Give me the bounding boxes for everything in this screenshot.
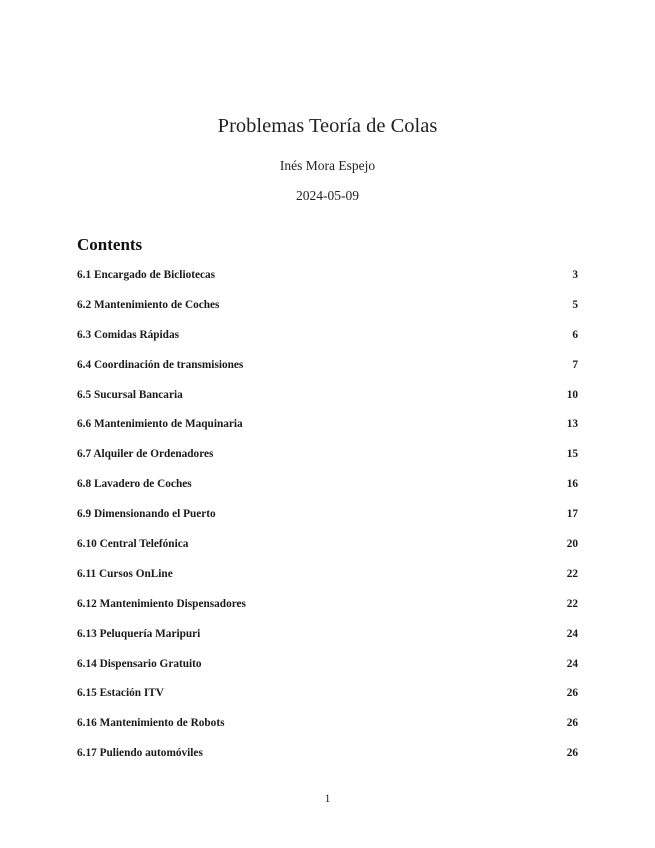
toc-entry[interactable] [77,658,578,688]
toc-entry-page: 17 [566,508,578,521]
toc-entry[interactable] [77,478,578,508]
toc-entry-page: 26 [566,747,578,760]
toc-entry[interactable] [77,269,578,299]
toc-entry[interactable] [77,299,578,329]
toc-entry-page: 26 [566,687,578,700]
toc-entry[interactable] [77,747,578,777]
toc-entry[interactable] [77,717,578,747]
toc-entry-label: 6.11 Cursos OnLine [77,567,173,580]
toc-entry-label: 6.2 Mantenimiento de Coches [77,298,220,311]
toc-entry[interactable] [77,598,578,628]
toc-entry-page: 3 [572,269,578,281]
table-of-contents [77,269,578,777]
document-author: Inés Mora Espejo [279,158,376,173]
toc-entry-page: 24 [566,657,578,670]
page-number: 1 [324,793,331,805]
toc-entry-label: 6.7 Alquiler de Ordenadores [77,448,214,461]
toc-entry-label: 6.14 Dispensario Gratuito [77,657,202,670]
document-title: Problemas Teoría de Colas [217,115,438,137]
toc-entry-label: 6.13 Peluquería Maripuri [77,627,201,640]
toc-entry-label: 6.5 Sucursal Bancaria [77,388,183,401]
toc-entry-label: 6.9 Dimensionando el Puerto [77,508,216,521]
toc-entry[interactable] [77,389,578,419]
toc-entry[interactable] [77,329,578,359]
toc-entry-page: 24 [566,627,578,640]
document-date: 2024-05-09 [296,188,359,203]
toc-entry-page: 22 [566,567,578,580]
toc-entry-label: 6.15 Estación ITV [77,687,164,700]
toc-entry[interactable] [77,418,578,448]
toc-entry-label: 6.4 Coordinación de transmisiones [77,358,244,371]
toc-entry-label: 6.12 Mantenimiento Dispensadores [77,597,246,610]
toc-entry-page: 5 [572,298,578,311]
toc-entry-page: 26 [566,717,578,730]
toc-entry[interactable] [77,687,578,717]
toc-entry[interactable] [77,538,578,568]
toc-entry-label: 6.10 Central Telefónica [77,538,189,551]
toc-entry[interactable] [77,448,578,478]
toc-entry[interactable] [77,359,578,389]
toc-entry[interactable] [77,628,578,658]
toc-heading: Contents [77,235,143,254]
toc-entry-label: 6.6 Mantenimiento de Maquinaria [77,418,243,431]
toc-entry-page: 16 [566,478,578,491]
toc-entry-label: 6.16 Mantenimiento de Robots [77,717,225,730]
toc-entry-label: 6.8 Lavadero de Coches [77,478,192,491]
toc-entry-page: 22 [566,597,578,610]
toc-entry-label: 6.1 Encargado de Bicliotecas [77,269,216,281]
toc-entry-page: 7 [572,358,578,371]
toc-entry-label: 6.3 Comidas Rápidas [77,328,180,341]
toc-entry-page: 15 [566,448,578,461]
toc-entry[interactable] [77,568,578,598]
toc-entry[interactable] [77,508,578,538]
toc-entry-page: 10 [566,388,578,401]
toc-entry-label: 6.17 Puliendo automóviles [77,747,203,760]
toc-entry-page: 20 [566,538,578,551]
toc-entry-page: 6 [572,328,578,341]
toc-entry-page: 13 [566,418,578,431]
